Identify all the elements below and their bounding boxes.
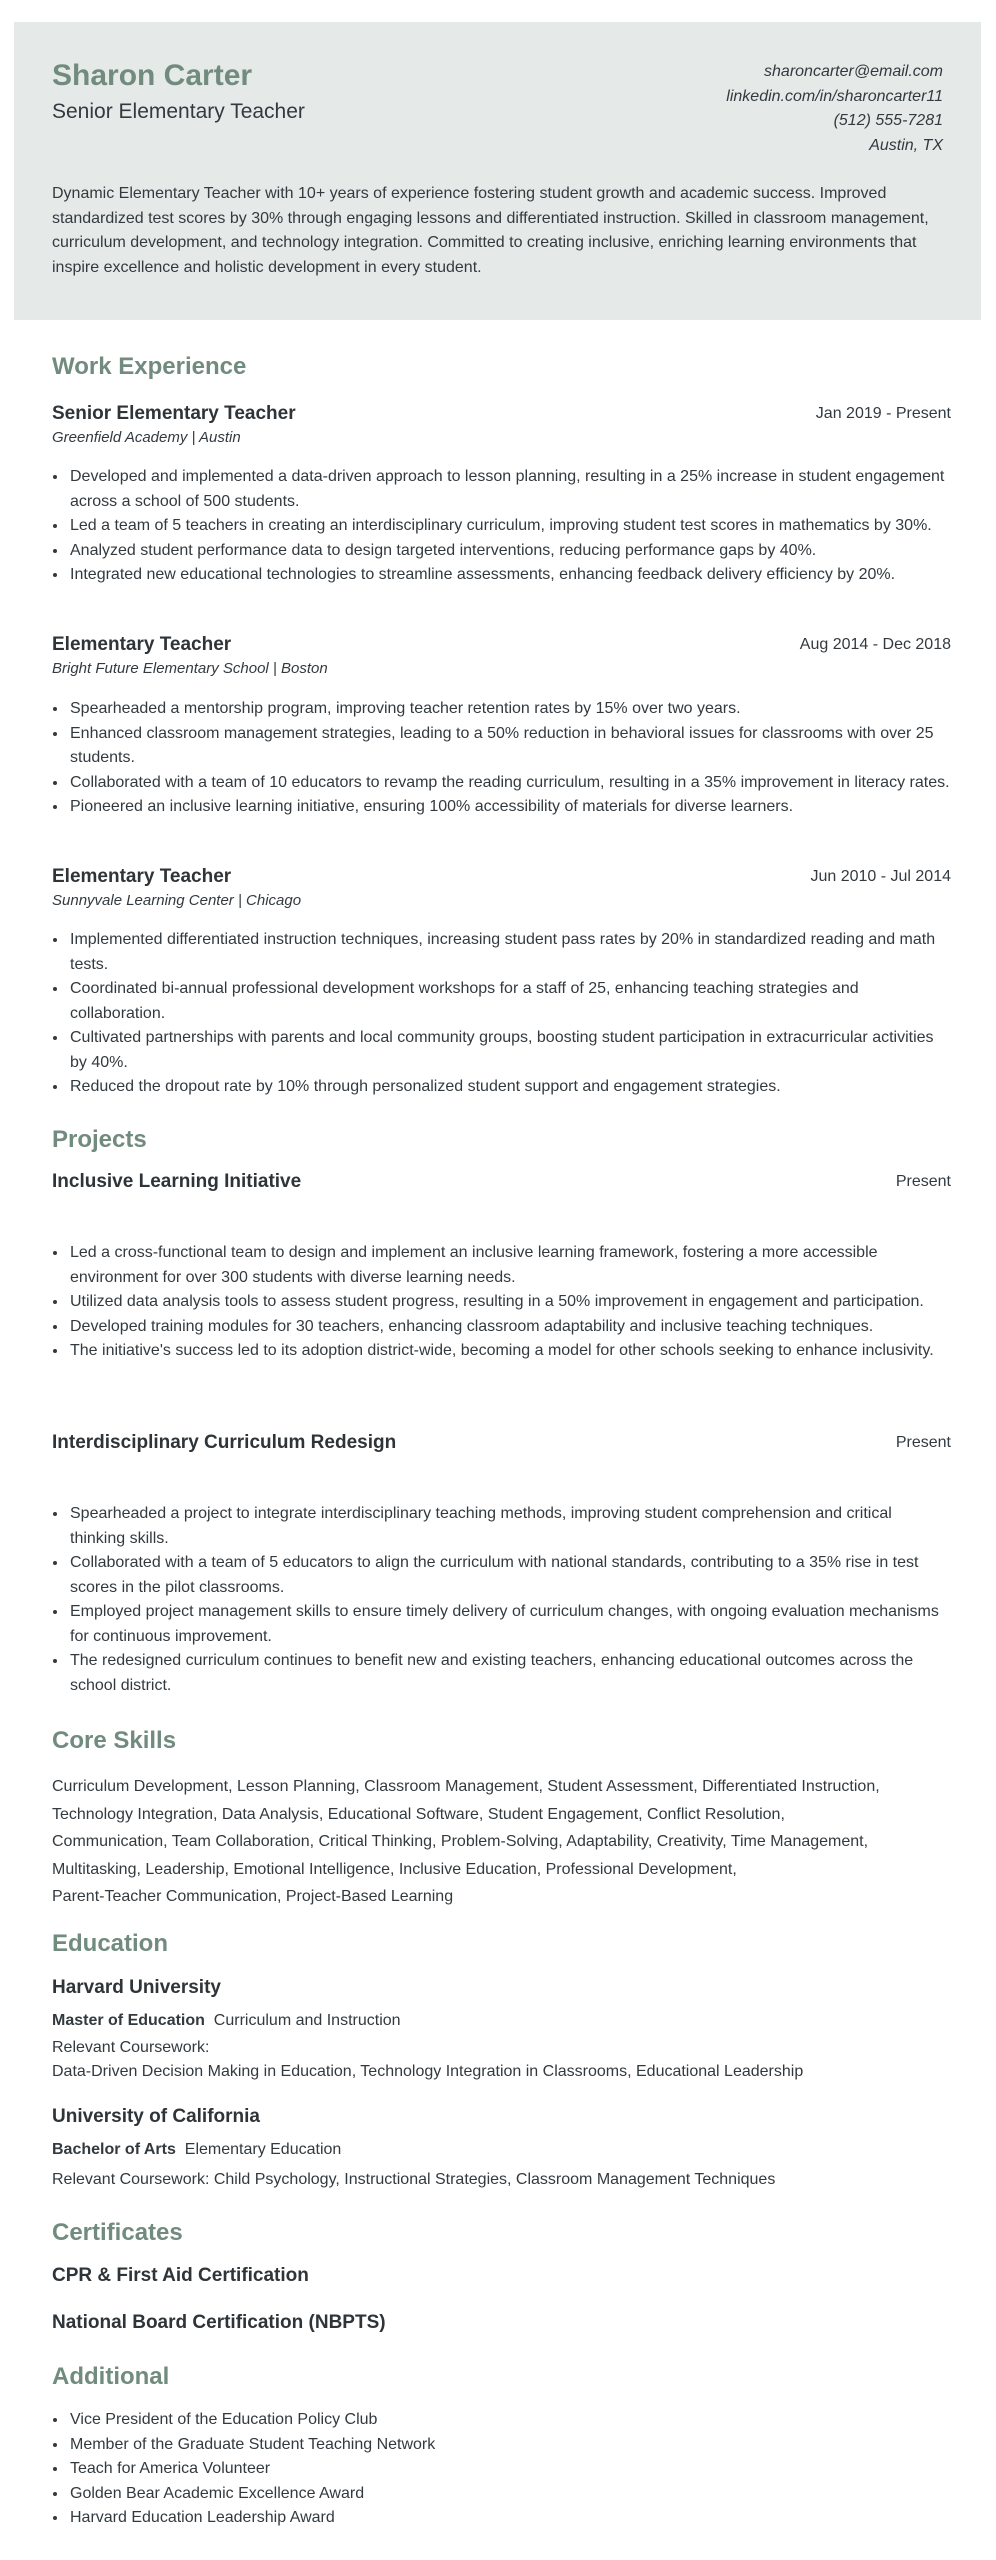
coursework-label: Relevant Coursework: [52,2039,210,2056]
job-2-bullets [52,928,951,1100]
list-item: • Reduced the dropout rate by 10% through personalized student support and engagement strategies. [68,1075,951,1100]
contact-phone: (512) 555-7281 [833,112,943,129]
project-title: Inclusive Learning Initiative [52,1171,302,1192]
degree-field: Curriculum and Instruction [213,2012,401,2029]
list-item: • Golden Bear Academic Excellence Award [68,2482,951,2507]
list-item: • Collaborated with a team of 10 educators to revamp the reading curriculum, resulting in a 35% improvement in literacy rates. [68,771,951,796]
list-item: • Member of the Graduate Student Teaching Network [68,2433,951,2458]
list-item: • Utilized data analysis tools to assess student progress, resulting in a 50% improvement in engagement and participation. [68,1290,951,1315]
project-1-header [52,1431,951,1455]
contact-email[interactable]: sharoncarter@email.com [764,63,943,80]
job-title: Elementary Teacher [52,634,232,655]
degree-line [52,2009,951,2034]
skills-line: Multitasking, Leadership, Emotional Intelligence, Inclusive Education, Professional Development, [52,1860,737,1878]
list-item: • Implemented differentiated instruction techniques, increasing student pass rates by 20% in standardized reading and math tests. [68,928,951,977]
list-item: • Developed training modules for 30 teachers, enhancing classroom adaptability and inclusive teaching techniques. [68,1315,951,1340]
job-0-bullets [52,465,951,588]
resume-header [14,22,981,320]
list-item: • Vice President of the Education Policy Club [68,2408,951,2433]
skills-line: Parent-Teacher Communication, Project-Based Learning [52,1888,454,1905]
section-title-projects: Projects [52,1126,147,1153]
project-0-bullets [52,1241,951,1364]
candidate-title: Senior Elementary Teacher [52,100,305,123]
list-item: • Led a team of 5 teachers in creating an interdisciplinary curriculum, improving student test scores in mathematics by 30%. [68,514,951,539]
coursework-list: Data-Driven Decision Making in Education, Technology Integration in Classrooms, Educational Leadership [52,2063,804,2080]
degree-name: Master of Education [52,2012,205,2029]
job-organization: Greenfield Academy | Austin [52,429,241,446]
certificate-item: CPR & First Aid Certification [52,2265,309,2286]
job-0-header [52,402,951,426]
school-0-header [52,1976,951,2000]
degree-field: Elementary Education [184,2141,342,2158]
list-item: • Harvard Education Leadership Award [68,2506,951,2531]
section-title-skills: Core Skills [52,1727,177,1754]
list-item: • Spearheaded a project to integrate interdisciplinary teaching methods, improving student comprehension and critical thinking skills. [68,1502,951,1551]
additional-list [52,2408,951,2531]
section-title-certificates: Certificates [52,2219,183,2246]
job-organization: Bright Future Elementary School | Boston [52,660,328,677]
job-dates: Jun 2010 - Jul 2014 [810,868,951,885]
project-dates: Present [895,1173,951,1190]
list-item: • Pioneered an inclusive learning initiative, ensuring 100% accessibility of materials for diverse learners. [68,795,951,820]
candidate-name: Sharon Carter [52,59,253,92]
list-item: • Developed and implemented a data-driven approach to lesson planning, resulting in a 25% increase in student engagement across a school of 500 students. [68,465,951,514]
list-item: • Teach for America Volunteer [68,2457,951,2482]
list-item: • Enhanced classroom management strategies, leading to a 50% reduction in behavioral issues for classrooms with over 25 students. [68,722,951,771]
summary-paragraph: Dynamic Elementary Teacher with 10+ years of experience fostering student growth and academic success. Improved standardized test scores by 30% through engaging lessons and differentiated instruction. Skilled in classroom management, curriculum development, and technology integration. Committed to creating inclusive, enriching learning environments that inspire excellence and holistic development in every student. [52,185,929,276]
project-1-bullets [52,1502,951,1698]
list-item: • Spearheaded a mentorship program, improving teacher retention rates by 15% over two years. [68,697,951,722]
section-title-additional: Additional [52,2363,170,2390]
list-item: • The initiative's success led to its adoption district-wide, becoming a model for other schools seeking to enhance inclusivity. [68,1339,951,1364]
section-title-education: Education [52,1930,169,1957]
degree-line [52,2138,951,2163]
project-title: Interdisciplinary Curriculum Redesign [52,1432,397,1453]
list-item: • Collaborated with a team of 5 educators to align the curriculum with national standards, contributing to a 35% rise in test scores in the pilot classrooms. [68,1551,951,1600]
project-dates: Present [895,1434,951,1451]
list-item: • Analyzed student performance data to design targeted interventions, reducing performance gaps by 40%. [68,539,951,564]
job-dates: Jan 2019 - Present [815,405,951,422]
skills-line: Communication, Team Collaboration, Critical Thinking, Problem-Solving, Adaptability, Creativity, Time Management, [52,1833,869,1850]
school-1-header [52,2105,951,2129]
list-item: • Cultivated partnerships with parents and local community groups, boosting student participation in extracurricular activities by 40%. [68,1026,951,1075]
list-item: • The redesigned curriculum continues to benefit new and existing teachers, enhancing educational outcomes across the school district. [68,1649,951,1698]
contact-block [726,60,943,158]
job-1-header [52,633,951,657]
contact-location: Austin, TX [869,136,943,154]
job-1-bullets [52,697,951,820]
skills-line: Technology Integration, Data Analysis, Educational Software, Student Engagement, Conflict Resolution, [52,1805,785,1823]
degree-name: Bachelor of Arts [52,2141,176,2158]
list-item: • Integrated new educational technologies to streamline assessments, enhancing feedback delivery efficiency by 20%. [68,563,951,588]
list-item: • Coordinated bi-annual professional development workshops for a staff of 25, enhancing teaching strategies and collaboration. [68,977,951,1026]
list-item: • Employed project management skills to ensure timely delivery of curriculum changes, with ongoing evaluation mechanisms for continuous improvement. [68,1600,951,1649]
skills-paragraph [52,1773,951,1911]
school-name: University of California [52,2106,260,2127]
job-2-header [52,865,951,889]
coursework-line: Relevant Coursework: Child Psychology, Instructional Strategies, Classroom Management Techniques [52,2171,776,2188]
job-title: Elementary Teacher [52,866,232,887]
job-dates: Aug 2014 - Dec 2018 [799,636,951,653]
project-0-header [52,1170,951,1194]
job-title: Senior Elementary Teacher [52,403,296,424]
school-name: Harvard University [52,1977,221,1998]
job-organization: Sunnyvale Learning Center | Chicago [52,892,302,909]
skills-line: Curriculum Development, Lesson Planning, Classroom Management, Student Assessment, Differentiated Instruction, [52,1778,880,1795]
list-item: • Led a cross-functional team to design and implement an inclusive learning framework, fostering a more accessible environment for over 300 students with diverse learning needs. [68,1241,951,1290]
certificate-item: National Board Certification (NBPTS) [52,2312,386,2333]
section-title-work: Work Experience [52,353,247,380]
contact-linkedin[interactable]: linkedin.com/in/sharoncarter11 [726,87,943,105]
